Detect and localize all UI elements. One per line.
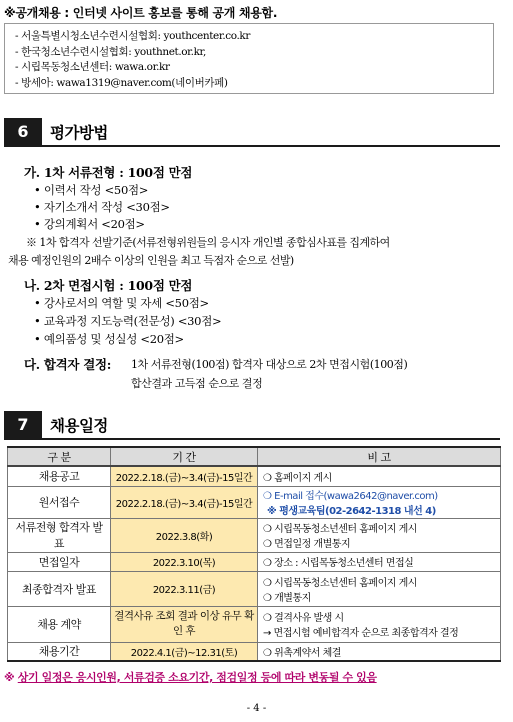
section-divider bbox=[4, 145, 500, 147]
row-notes bbox=[258, 486, 501, 518]
section-6-header bbox=[4, 118, 500, 146]
section-divider bbox=[4, 438, 500, 440]
row-period: 결격사유 조회 결과 이상 유무 확인 후 bbox=[111, 606, 258, 642]
table-header-row bbox=[8, 447, 501, 466]
table-header-cell: 구 분 bbox=[8, 447, 111, 466]
row-period: 2022.2.18.(금)~3.4(금)-15일간 bbox=[111, 486, 258, 518]
row-label: 채용공고 bbox=[8, 466, 111, 486]
footnote-mark: ※ bbox=[4, 671, 15, 684]
section-number: 6 bbox=[4, 118, 42, 146]
table-header-cell: 비 고 bbox=[258, 447, 501, 466]
row-notes bbox=[258, 642, 501, 661]
footnote-text: 상기 일정은 응시인원, 서류검증 소요기간, 점검일정 등에 따라 변동될 수 있음 bbox=[17, 671, 377, 684]
eval-da-text: 합산결과 고득점 순으로 결정 bbox=[131, 377, 263, 390]
eval-da-heading: 다. 합격자 결정: bbox=[24, 357, 112, 372]
eval-na-item: • 예의품성 및 성실성 <20점> bbox=[34, 332, 184, 346]
page-number: - 4 - bbox=[246, 703, 267, 714]
note-line: → 면접시험 예비합격자 순으로 최종합격자 결정 bbox=[263, 628, 459, 639]
eval-ga-item: • 자기소개서 작성 <30점> bbox=[34, 200, 170, 214]
eval-na-item: • 강사로서의 역할 및 자세 <50점> bbox=[34, 296, 209, 310]
notice-line: - 서울특별시청소년수련시설협회: youthcenter.co.kr bbox=[15, 30, 250, 42]
row-period: 2022.2.18.(금)~3.4(금)-15일간 bbox=[111, 466, 258, 486]
footnote bbox=[4, 669, 377, 685]
eval-ga-item: • 이력서 작성 <50점> bbox=[34, 183, 149, 197]
notice-line: - 방세아: wawa1319@naver.com(네이버카페) bbox=[15, 76, 228, 89]
note-line: ❍ 시립목동청소년센터 홈페이지 게시 bbox=[263, 577, 417, 589]
row-notes bbox=[258, 518, 501, 552]
eval-ga-item: • 강의계획서 <20점> bbox=[34, 217, 145, 231]
note-line: ❍ 시립목동청소년센터 홈페이지 게시 bbox=[263, 524, 417, 535]
table-row bbox=[8, 466, 501, 486]
table-row bbox=[8, 518, 501, 552]
schedule-table bbox=[7, 446, 501, 662]
row-notes bbox=[258, 466, 501, 486]
note-line: ❍ E-mail 접수(wawa2642@naver.com) bbox=[263, 491, 438, 502]
eval-na-heading: 나. 2차 면접시험 : 100점 만점 bbox=[24, 278, 193, 293]
table-row bbox=[8, 571, 501, 606]
section-7-header bbox=[4, 411, 500, 439]
eval-na-item: • 교육과정 지도능력(전문성) <30점> bbox=[34, 314, 222, 328]
note-line: ※ 평생교육팀(02-2642-1318 내선 4) bbox=[267, 506, 436, 517]
row-label: 면접일자 bbox=[8, 552, 111, 571]
eval-da-text: 1차 서류전형(100점) 합격자 대상으로 2차 면접시험(100점) bbox=[131, 358, 408, 371]
row-period: 2022.4.1(금)~12.31(토) bbox=[111, 642, 258, 661]
section-title: 채용일정 bbox=[50, 417, 108, 435]
row-period: 2022.3.10(목) bbox=[111, 552, 258, 571]
section-number: 7 bbox=[4, 411, 42, 439]
row-period: 2022.3.11(금) bbox=[111, 571, 258, 606]
section-title: 평가방법 bbox=[50, 124, 108, 142]
row-notes bbox=[258, 606, 501, 642]
row-label: 원서접수 bbox=[8, 486, 111, 518]
notice-line: - 시립목동청소년센터: wawa.or.kr bbox=[15, 61, 170, 73]
note-line: ❍ 위촉계약서 체결 bbox=[263, 647, 341, 659]
table-row bbox=[8, 552, 501, 571]
table-header-cell: 기 간 bbox=[111, 447, 258, 466]
note-line: ❍ 장소 : 시립목동청소년센터 면접실 bbox=[263, 558, 414, 569]
notice-box bbox=[4, 23, 494, 94]
note-line: ❍ 결격사유 발생 시 bbox=[263, 613, 344, 624]
row-label: 서류전형 합격자 발표 bbox=[8, 518, 111, 552]
eval-ga-note: ※ 1차 합격자 선발기준(서류전형위원들의 응시자 개인별 종합심사표를 집계하여 bbox=[26, 236, 390, 249]
row-label: 채용기간 bbox=[8, 642, 111, 661]
table-row bbox=[8, 606, 501, 642]
eval-ga-note: 채용 예정인원의 2배수 이상의 인원을 최고 득점자 순으로 선발) bbox=[8, 254, 294, 267]
row-notes bbox=[258, 571, 501, 606]
table-row bbox=[8, 642, 501, 661]
table-row bbox=[8, 486, 501, 518]
notice-line: - 한국청소년수련시설협회: youthnet.or.kr, bbox=[15, 45, 206, 58]
row-label: 채용 계약 bbox=[8, 606, 111, 642]
notice-title: ※공개채용 : 인터넷 사이트 홍보를 통해 공개 채용함. bbox=[4, 6, 278, 20]
row-label: 최종합격자 발표 bbox=[8, 571, 111, 606]
row-notes bbox=[258, 552, 501, 571]
note-line: ❍ 면접일정 개별통지 bbox=[263, 539, 351, 550]
row-period: 2022.3.8(화) bbox=[111, 518, 258, 552]
note-line: ❍ 홈페이지 게시 bbox=[263, 472, 332, 484]
note-line: ❍ 개별통지 bbox=[263, 592, 311, 604]
eval-ga-heading: 가. 1차 서류전형 : 100점 만점 bbox=[24, 165, 193, 180]
